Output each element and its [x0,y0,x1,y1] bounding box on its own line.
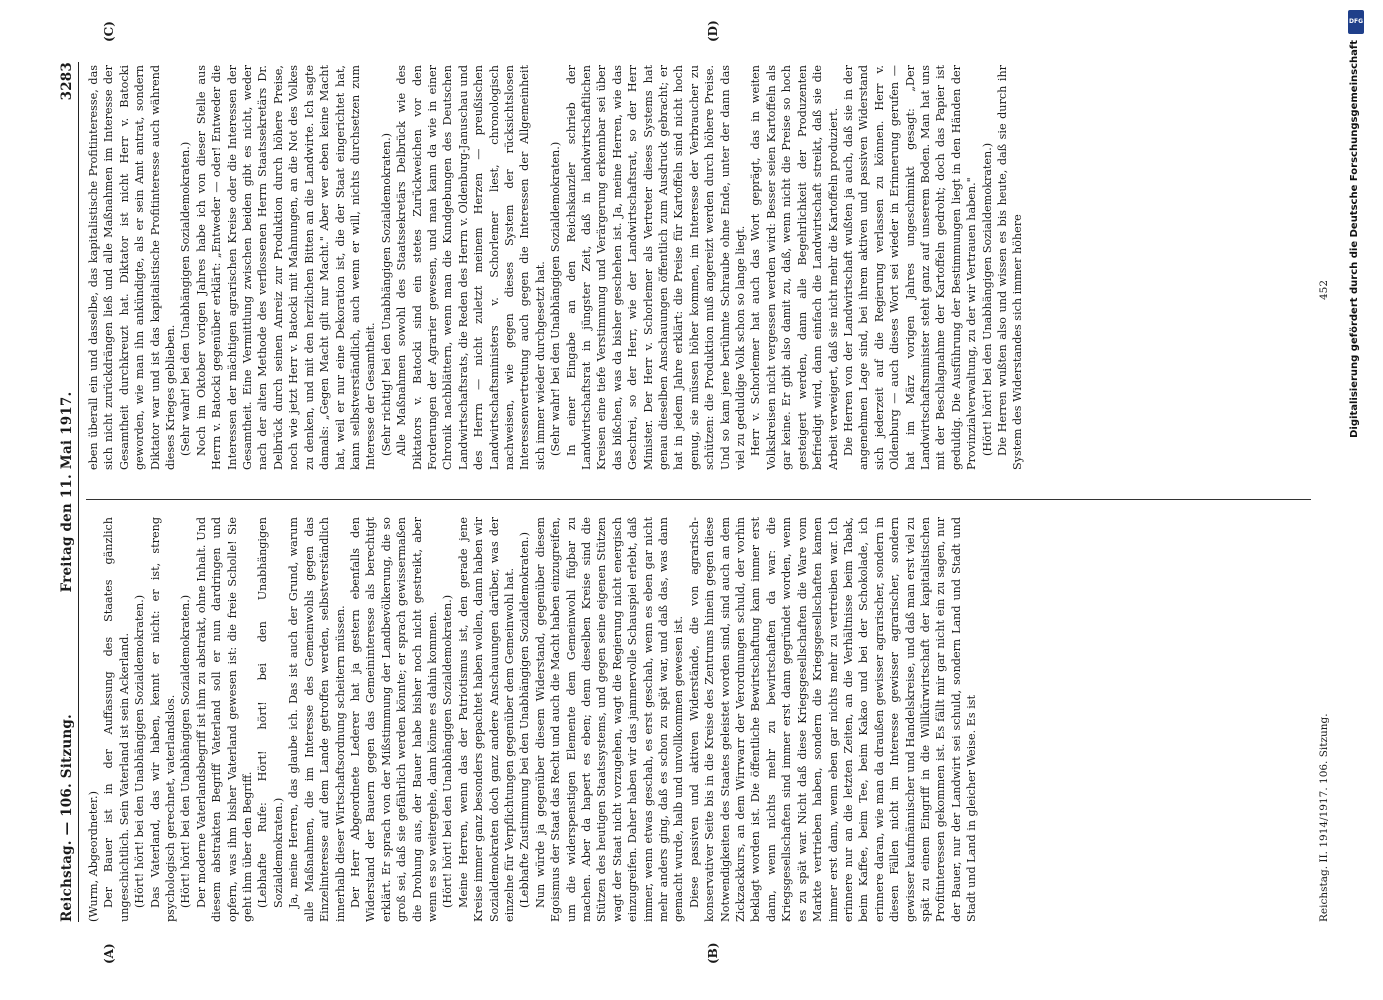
dfg-credit-text: Digitalisierung gefördert durch die Deutsche Forschungsgemeinschaft [1349,40,1360,438]
margin-mark-c: (C) [102,21,116,42]
margin-mark-a: (A) [102,943,116,964]
paragraph: Der Bauer ist in der Auffassung des Staates gänzlich ungeschichtlich. Sein Vaterland ist sein Ackerland. [102,517,131,922]
paragraph: Alle Maßnahmen sowohl des Staatssekretärs Delbrück wie des Diktators v. Batocki sind ein stetes Zurückweichen vor den Forderungen der Agrarier gewesen, und man kann da wie in einer Chronik nachblättern, wenn man die Kundgebungen des Deutschen Landwirtschaftsrats, die Reden des Herrn v. Oldenburg-Januschau und des Herrn — nicht zuletzt meinem Herzen — preußischen Landwirtschaftsministers v. Schorlemer liest, chronologisch nachweisen, wie gegen dieses System der rücksichtslosen Interessenvertretung auch gegen die Interessen der Allgemeinheit sich immer wieder durchgesetzt hat. [395,65,547,470]
interjection: (Sehr wahr! bei den Unabhängigen Sozialdemokraten.) [179,141,193,456]
interjection: (Hört! hört! bei den Unabhängigen Sozialdemokraten.) [980,142,994,456]
header-date: Freitag den 11. Mai 1917. [59,391,75,593]
paragraph: Herr v. Schorlemer hat auch das Wort geprägt, das in weiten Volkskreisen nicht vergessen werden wird: Besser seien Kartoffeln als gar keine. Er gibt also damit zu, daß, wenn nicht die Preise so hoch gesteigert werden, dann alle Begehrlichkeit der Produzenten befriedigt wird, dann einfach die Landwirtschaft streikt, daß sie die Arbeit verweigert, daß sie nicht mehr die Kartoffeln produziert. [749,65,840,470]
interjection: (Lebhafte Zustimmung bei den Unabhängigen Sozialdemokraten.) [518,532,532,908]
margin-mark-b: (B) [706,942,720,964]
column-divider [86,499,1311,500]
paragraph: Das Vaterland, das wir haben, kennt er nicht: er ist, streng psychologisch gerechnet, vaterlandslos. [148,517,178,922]
footer-signature: Reichstag. II. 1914/1917. 106. Sitzung. [1318,713,1330,922]
paragraph: Der moderne Vaterlandsbegriff ist ihm zu abstrakt, ohne Inhalt. Und diesem abstrakten Begriff Vaterland soll er nun dardringen und opfern, was ihm bisher Vaterland gewesen ist: die freie Scholle! Sie geht ihm über den Begriff. [194,517,255,922]
page-header [52,62,79,922]
interjection: (Hört! hört! bei den Unabhängigen Sozialdemokraten.) [133,594,147,908]
dfg-logo-icon [1348,10,1364,34]
left-text-column [86,517,1311,922]
paragraph: In einer Eingabe an den Reichskanzler schrieb der Landwirtschaftsrat in jüngster Zeit, daß in landwirtschaftlichen Kreisen eine tiefe Verstimmung und Verärgerung erkennbar sei über das bißchen, was da bisher geschehen ist. Ja, meine Herren, wie das Geschrei, so der Herr, wie der Landwirtschaftsrat, so der Herr Minister. Der Herr v. Schorlemer als Vertreter dieses Systems hat genau dieselben Anschauungen öffentlich zum Ausdruck gebracht; er hat in jedem Jahre erklärt: die Preise für Kartoffeln sind nicht hoch genug, sie müssen höher kommen, im Interesse der Verbraucher zu schützen: die Produktion muß angereizt werden durch höhere Preise. Und so kam jene berühmte Schraube ohne Ende, unter der dann das viel zu geduldige Volk schon so lange liegt. [564,65,748,470]
paragraph: Ja, meine Herren, das glaube ich. Das ist auch der Grund, warum alle Maßnahmen, die im Interesse des Gemeinwohls gegen das Einzelinteresse auf dem Lande getroffen werden, selbstverständlich innerhalb dieser Wirtschaftsordnung scheitern müssen. [287,517,347,922]
paragraph: Diese passiven und aktiven Widerstände, die von agrarisch-konservativer Seite bis in die Kreise des Zentrums hinein gegen diese Notwendigkeiten des Staates geleistet worden sind, sind auch an dem Zickzackkurs, an dem Wirrwarr der Verordnungen schuld, der vorhin beklagt worden ist. Die öffentliche Bewirtschaftung kam immer erst dann, wenn nichts mehr zu bewirtschaften da war: die Kriegsgesellschaften sind immer erst dann gegründet worden, wenn es zu spät war. Nicht daß diese Kriegsgesellschaften die Ware vom Markte vertrieben haben, sondern die Kriegsgesellschaften kamen immer erst dann, wenn eben gar nichts mehr zu vertreiben war. Ich erinnere nur an die letzten Zeiten, an die Verhältnisse beim Tabak, beim Kaffee, beim Tee, beim Kakao und bei der Schokolade, ich erinnere daran, wie man da draußen gewisser agrarischer, sondern in diesen Fällen nicht im Interesse gewisser agrarischer, sondern gewisser kaufmännischer und Handelskreise, und daß man erst viel zu spät zu einem Eingriff in die Willkürwirtschaft der kapitalistischen Profitinteressen gekommen ist. Es fällt mir gar nicht ein zu sagen, nur der Bauer, nur der Landwirt sei schuld, sondern Land und Stadt und Stadt und Land in gleicher Weise. Es ist [687,517,979,922]
header-page-number: 3283 [59,62,75,101]
footer-sheet-number: 452 [1318,279,1330,300]
interjection: (Hört! hört! bei den Unabhängigen Sozialdemokraten.) [441,594,455,908]
interjection: (Lebhafte Rufe: Hört! hört! bei den Unabhängigen Sozialdemokraten.) [256,517,285,908]
interjection: (Sehr richtig! bei den Unabhängigen Sozialdemokraten.) [379,132,393,456]
interjection: (Sehr wahr! bei den Unabhängigen Sozialdemokraten.) [549,141,563,456]
paragraph: Noch im Oktober vorigen Jahres habe ich von dieser Stelle aus Herrn v. Batocki gegenüber erklärt: „Entweder — oder! Entweder die Interessen der mächtigen agrarischen Kreise oder die Interessen der Gesamtheit. Eine Vermittlung zwischen beiden gibt es nicht, weder nach der alten Methode des verflossenen Herrn Staatssekretärs Dr. Delbrück durch seinen Anreiz zur Produktion durch höhere Preise, noch wie jetzt Herr v. Batocki mit Mahnungen, an die Not des Volkes zu denken, und mit den herzlichen Bitten an die Landwirte. Ich sagte damals: „Gegen Macht gilt nur Macht." Aber wer eben keine Macht hat, weil er nur eine Dekoration ist, die der Staat eingerichtet hat, kann selbstverständlich, auch wenn er will, nichts durchsetzen zum Interesse der Gesamtheit. [194,65,378,470]
paragraph: Die Herren von der Landwirtschaft wußten ja auch, daß sie in der angenehmen Lage sind, bei ihrem aktiven und passiven Widerstand sich jederzeit auf die Regierung verlassen zu können. Herr v. Oldenburg — auch dieses Wort sei wieder in Erinnerung gerufen — hat im März vorigen Jahres ungeschminkt gesagt: „Der Landwirtschaftsminister steht ganz auf unserem Boden. Man hat uns mit der Beschlagnahme der Kartoffeln gedroht; doch das Papier ist geduldig. Die Ausführung der Bestimmungen liegt in den Händen der Provinzialverwaltung, zu der wir Vertrauen haben." [841,65,979,470]
paragraph: Die Herren wußten also und wissen es bis heute, daß sie durch ihr System des Widerstandes sich immer höhere [995,65,1025,470]
dfg-credit-strip [1348,0,1375,1000]
speaker-label: (Wurm, Abgeordneter.) [87,791,100,922]
paragraph: eben überall ein und dasselbe, das kapitalistische Profitinteresse, das sich nicht zurückdrängen ließ und alle Maßnahmen im Interesse der Gesamtheit durchkreuzt hat. Diktator ist nicht Herr v. Batocki geworden, wie man ihn ankündigte, als er sein Amt antrat, sondern Diktator war und ist das kapitalistische Profitinteresse auch während dieses Krieges geblieben. [87,65,178,470]
paragraph: Der Herr Abgeordnete Lederer hat ja gestern ebenfalls den Widerstand der Bauern gegen das Gemeininteresse als berechtigt erklärt. Er sprach von der Mißstimmung der Landbevölkerung, die so groß sei, daß sie gefährlich werden könnte; er sprach gewissermaßen die Drohung aus, der Bauer habe bisher noch nicht gestreikt, aber wenn es so weitergehe, dann könne es dahin kommen. [348,517,439,922]
paragraph: Meine Herren, wenn das der Patriotismus ist, den gerade jene Kreise immer ganz besonders gepachtet haben wollen, dann haben wir Sozialdemokraten doch ganz andere Anschauungen darüber, was der einzelne für Verpflichtungen gegenüber dem Gemeinwohl hat. [456,517,516,922]
paragraph: Nun würde ja gegenüber diesem Widerstand, gegenüber diesem Egoismus der Staat das Recht und auch die Macht haben einzugreifen, um die widerspenstigen Elemente dem Gemeinwohl fügbar zu machen. Aber da hapert es eben; denn dieselben Kreise sind die Stützen des heutigen Staatssystems, und gegen seine eigenen Stützen wagt der Staat nicht vorzugehen, wagt die Regierung nicht energisch einzugreifen. Daher haben wir das jammervolle Schauspiel erlebt, daß immer, wenn etwas geschah, es erst geschah, wenn es eben gar nicht mehr anders ging, daß es schon zu spät war, und daß das, was dann gemacht wurde, halb und unvollkommen gewesen ist. [533,517,686,922]
interjection: (Hört! hört! bei den Unabhängigen Sozialdemokraten.) [179,594,193,908]
dfg-logo-label: DFG [1348,18,1363,25]
right-text-column [86,65,1311,470]
margin-mark-d: (D) [706,20,720,42]
header-session-title: Reichstag. — 106. Sitzung. [59,714,75,922]
